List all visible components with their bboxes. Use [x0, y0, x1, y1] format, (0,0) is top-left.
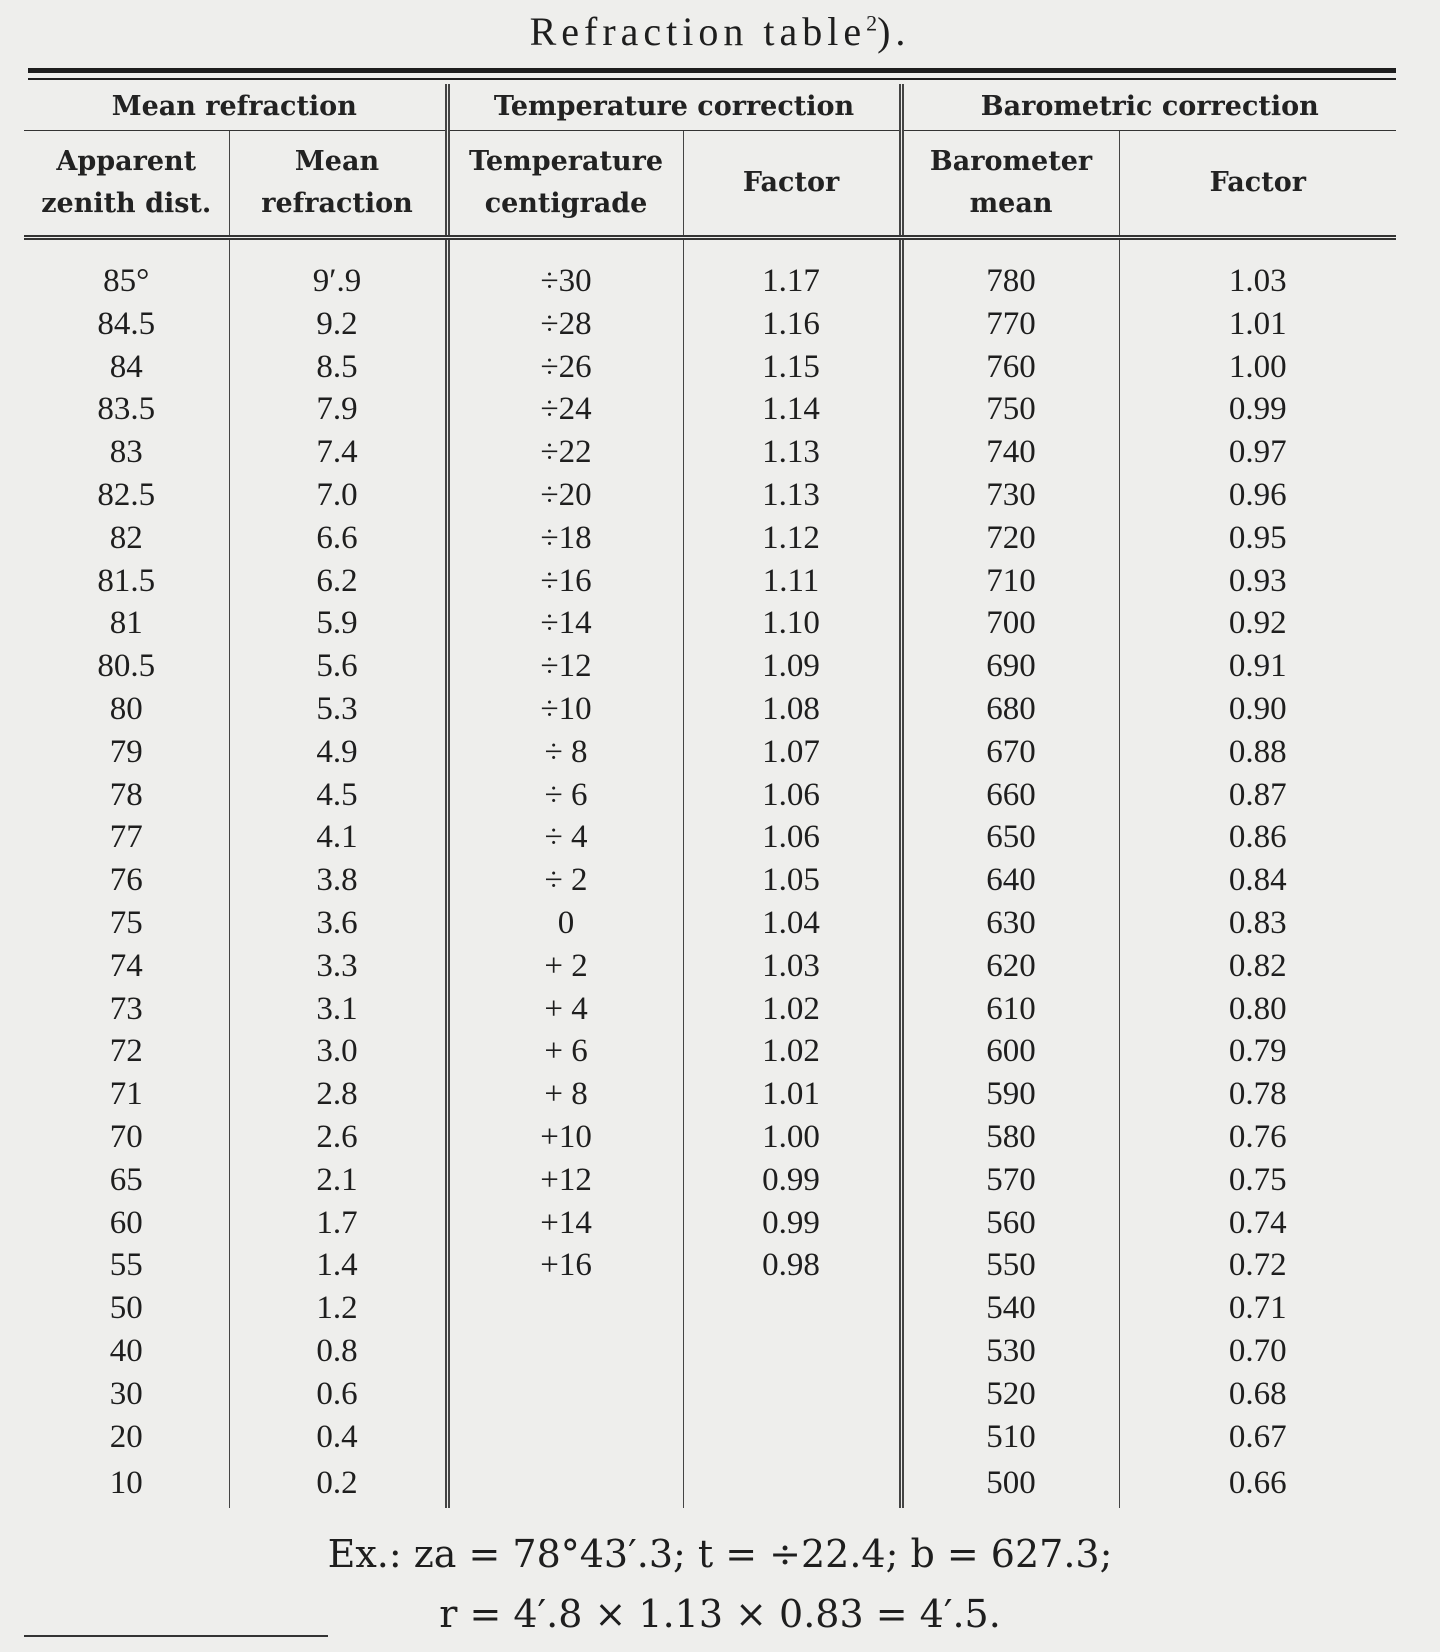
barometer-cell: 660	[901, 774, 1119, 817]
baro-factor-cell: 1.00	[1119, 346, 1396, 389]
column-header-mean-refraction	[229, 131, 447, 238]
page-title	[0, 8, 1440, 55]
barometer-cell: 690	[901, 645, 1119, 688]
zenith-cell: 82	[109, 519, 143, 556]
mean-refraction-cell: 9′.9	[229, 260, 447, 303]
mean-refraction-cell: 5.9	[229, 602, 447, 645]
barometer-cell: 510	[901, 1416, 1119, 1459]
temp-factor-cell: 1.07	[683, 731, 901, 774]
temp-factor-cell: 1.06	[683, 774, 901, 817]
temp-factor-cell: 1.13	[683, 474, 901, 517]
temperature-cell: +12	[447, 1159, 683, 1202]
temp-factor-cell: 1.11	[683, 560, 901, 603]
mean-refraction-cell: 2.8	[229, 1073, 447, 1116]
temperature-cell: ÷12	[447, 645, 683, 688]
barometer-cell: 540	[901, 1287, 1119, 1330]
column-header-baro-factor: Factor	[1119, 131, 1396, 238]
zenith-cell: 80	[109, 690, 143, 727]
mean-refraction-cell: 4.5	[229, 774, 447, 817]
temp-factor-cell: 1.12	[683, 517, 901, 560]
spacer-row	[24, 238, 1396, 261]
column-header-temp-factor: Factor	[683, 131, 901, 238]
barometer-cell: 580	[901, 1116, 1119, 1159]
baro-factor-cell: 0.95	[1119, 517, 1396, 560]
temperature-cell: + 2	[447, 945, 683, 988]
table-row	[24, 560, 1396, 603]
zenith-cell: 73	[109, 990, 143, 1027]
column-header-zenith-line2: zenith dist.	[41, 188, 212, 219]
zenith-cell: 10	[109, 1464, 143, 1501]
baro-factor-cell: 0.74	[1119, 1202, 1396, 1245]
temp-factor-cell: 0.98	[683, 1244, 901, 1287]
temperature-cell: 0	[447, 902, 683, 945]
example-line-2: r = 4′.8 × 1.13 × 0.83 = 4′.5.	[439, 1592, 1001, 1636]
mean-refraction-cell: 3.6	[229, 902, 447, 945]
table-row	[24, 1030, 1396, 1073]
column-header-mean-line1: Mean	[294, 146, 380, 177]
refraction-table	[24, 84, 1396, 1508]
column-header-temp-line1: Temperature	[469, 146, 664, 177]
mean-refraction-cell: 2.1	[229, 1159, 447, 1202]
temp-factor-cell	[683, 1458, 901, 1508]
barometer-cell: 680	[901, 688, 1119, 731]
baro-factor-cell: 0.82	[1119, 945, 1396, 988]
temp-factor-cell	[683, 1373, 901, 1416]
table-row	[24, 1159, 1396, 1202]
temp-factor-cell: 1.15	[683, 346, 901, 389]
zenith-cell: 60	[109, 1204, 143, 1241]
barometer-cell: 570	[901, 1159, 1119, 1202]
baro-factor-cell: 0.79	[1119, 1030, 1396, 1073]
barometer-cell: 520	[901, 1373, 1119, 1416]
temp-factor-cell: 1.05	[683, 859, 901, 902]
barometer-cell: 730	[901, 474, 1119, 517]
temperature-cell: ÷26	[447, 346, 683, 389]
barometer-cell: 770	[901, 303, 1119, 346]
temperature-cell: + 4	[447, 988, 683, 1031]
table-row	[24, 816, 1396, 859]
table-row	[24, 645, 1396, 688]
temperature-cell: ÷ 8	[447, 731, 683, 774]
table-row	[24, 303, 1396, 346]
mean-refraction-cell: 7.0	[229, 474, 447, 517]
zenith-cell: 76	[109, 862, 143, 899]
zenith-cell: 30	[109, 1375, 143, 1412]
group-header-barometric: Barometric correction	[901, 84, 1396, 131]
baro-factor-cell: 0.75	[1119, 1159, 1396, 1202]
temperature-cell	[447, 1330, 683, 1373]
mean-refraction-cell: 1.2	[229, 1287, 447, 1330]
zenith-cell: 72	[109, 1033, 143, 1070]
zenith-cell: 81	[109, 605, 143, 642]
barometer-cell: 650	[901, 816, 1119, 859]
mean-refraction-cell: 2.6	[229, 1116, 447, 1159]
temp-factor-cell: 1.08	[683, 688, 901, 731]
zenith-cell: 55	[109, 1247, 143, 1284]
table-row	[24, 988, 1396, 1031]
temperature-cell: + 8	[447, 1073, 683, 1116]
zenith-cell: 82.5	[97, 476, 156, 513]
barometer-cell: 560	[901, 1202, 1119, 1245]
temp-factor-cell: 0.99	[683, 1202, 901, 1245]
table-row	[24, 1330, 1396, 1373]
temperature-cell: +16	[447, 1244, 683, 1287]
temp-factor-cell: 1.03	[683, 945, 901, 988]
baro-factor-cell: 0.67	[1119, 1416, 1396, 1459]
group-header-mean: Mean refraction	[24, 84, 447, 131]
column-header-temperature	[447, 131, 683, 238]
mean-refraction-cell: 6.2	[229, 560, 447, 603]
mean-refraction-cell: 3.8	[229, 859, 447, 902]
table-row	[24, 945, 1396, 988]
temp-factor-cell: 1.02	[683, 988, 901, 1031]
zenith-cell: 65	[109, 1161, 143, 1198]
zenith-cell: 71	[109, 1076, 143, 1113]
barometer-cell: 500	[901, 1458, 1119, 1508]
mean-refraction-cell: 0.8	[229, 1330, 447, 1373]
temperature-cell: ÷18	[447, 517, 683, 560]
zenith-cell: 50	[109, 1290, 143, 1327]
table-row	[24, 859, 1396, 902]
baro-factor-cell: 0.97	[1119, 431, 1396, 474]
zenith-cell: 70	[109, 1118, 143, 1155]
baro-factor-cell: 1.01	[1119, 303, 1396, 346]
table-row	[24, 346, 1396, 389]
temperature-cell	[447, 1416, 683, 1459]
zenith-cell: 74	[109, 947, 143, 984]
table-row	[24, 1202, 1396, 1245]
temperature-cell	[447, 1458, 683, 1508]
zenith-cell: 83	[109, 434, 143, 471]
title-footnote-mark: 2	[866, 10, 878, 36]
zenith-cell: 83.5	[97, 391, 156, 428]
baro-factor-cell: 0.96	[1119, 474, 1396, 517]
temperature-cell: +14	[447, 1202, 683, 1245]
title-closing: ).	[877, 9, 911, 54]
barometer-cell: 750	[901, 388, 1119, 431]
mean-refraction-cell: 4.9	[229, 731, 447, 774]
mean-refraction-cell: 5.6	[229, 645, 447, 688]
temp-factor-cell: 1.10	[683, 602, 901, 645]
temperature-cell: ÷ 6	[447, 774, 683, 817]
zenith-cell: 80.5	[97, 648, 156, 685]
temp-factor-cell: 1.16	[683, 303, 901, 346]
mean-refraction-cell: 5.3	[229, 688, 447, 731]
zenith-cell: 77	[109, 819, 143, 856]
zenith-cell: 40	[109, 1332, 143, 1369]
temperature-cell: ÷10	[447, 688, 683, 731]
barometer-cell: 550	[901, 1244, 1119, 1287]
column-header-zenith	[24, 131, 229, 238]
table-body	[24, 238, 1396, 1509]
table-row	[24, 1244, 1396, 1287]
temp-factor-cell: 0.99	[683, 1159, 901, 1202]
table-row	[24, 260, 1396, 303]
temp-factor-cell: 1.06	[683, 816, 901, 859]
baro-factor-cell: 0.93	[1119, 560, 1396, 603]
barometer-cell: 670	[901, 731, 1119, 774]
column-header-temp-line2: centigrade	[484, 188, 648, 219]
baro-factor-cell: 0.66	[1119, 1458, 1396, 1508]
temperature-cell: ÷16	[447, 560, 683, 603]
baro-factor-cell: 0.88	[1119, 731, 1396, 774]
temperature-cell: +10	[447, 1116, 683, 1159]
mean-refraction-cell: 4.1	[229, 816, 447, 859]
temperature-cell: + 6	[447, 1030, 683, 1073]
zenith-cell: 81.5	[97, 562, 156, 599]
top-rule	[28, 68, 1396, 73]
mean-refraction-cell: 3.0	[229, 1030, 447, 1073]
temp-factor-cell	[683, 1416, 901, 1459]
barometer-cell: 740	[901, 431, 1119, 474]
table-row	[24, 388, 1396, 431]
table-row	[24, 1458, 1396, 1508]
mean-refraction-cell: 0.4	[229, 1416, 447, 1459]
barometer-cell: 630	[901, 902, 1119, 945]
zenith-cell: 20	[109, 1418, 143, 1455]
baro-factor-cell: 0.86	[1119, 816, 1396, 859]
zenith-cell: 84	[109, 348, 143, 385]
table-row	[24, 517, 1396, 560]
mean-refraction-cell: 0.2	[229, 1458, 447, 1508]
mean-refraction-cell: 9.2	[229, 303, 447, 346]
temp-factor-cell: 1.02	[683, 1030, 901, 1073]
baro-factor-cell: 0.83	[1119, 902, 1396, 945]
mean-refraction-cell: 0.6	[229, 1373, 447, 1416]
mean-refraction-cell: 1.4	[229, 1244, 447, 1287]
table-row	[24, 1373, 1396, 1416]
temperature-cell	[447, 1373, 683, 1416]
temp-factor-cell: 1.17	[683, 260, 901, 303]
mean-refraction-cell: 7.4	[229, 431, 447, 474]
top-rule-thin	[28, 78, 1396, 80]
baro-factor-cell: 0.92	[1119, 602, 1396, 645]
baro-factor-cell: 0.70	[1119, 1330, 1396, 1373]
mean-refraction-cell: 6.6	[229, 517, 447, 560]
table-row	[24, 1416, 1396, 1459]
baro-factor-cell: 0.68	[1119, 1373, 1396, 1416]
column-header-baro-line1: Barometer	[929, 146, 1093, 177]
zenith-cell: 78	[109, 776, 143, 813]
zenith-cell: 75	[109, 904, 143, 941]
temperature-cell: ÷ 4	[447, 816, 683, 859]
table-row	[24, 1116, 1396, 1159]
table-row	[24, 602, 1396, 645]
table-row	[24, 1287, 1396, 1330]
barometer-cell: 710	[901, 560, 1119, 603]
temp-factor-cell: 1.00	[683, 1116, 901, 1159]
zenith-cell: 84.5	[97, 305, 156, 342]
mean-refraction-cell: 3.3	[229, 945, 447, 988]
barometer-cell: 640	[901, 859, 1119, 902]
baro-factor-cell: 0.71	[1119, 1287, 1396, 1330]
temp-factor-cell	[683, 1287, 901, 1330]
column-header-barometer	[901, 131, 1119, 238]
barometer-cell: 610	[901, 988, 1119, 1031]
table-row	[24, 474, 1396, 517]
column-header-mean-line2: refraction	[261, 188, 413, 219]
temp-factor-cell	[683, 1330, 901, 1373]
baro-factor-cell: 0.90	[1119, 688, 1396, 731]
temperature-cell: ÷14	[447, 602, 683, 645]
baro-factor-cell: 0.87	[1119, 774, 1396, 817]
column-header-baro-line2: mean	[969, 188, 1053, 219]
column-header-zenith-line1: Apparent	[56, 146, 197, 177]
table-row	[24, 688, 1396, 731]
table-row	[24, 431, 1396, 474]
barometer-cell: 720	[901, 517, 1119, 560]
temperature-cell: ÷28	[447, 303, 683, 346]
zenith-cell: 79	[109, 733, 143, 770]
baro-factor-cell: 0.76	[1119, 1116, 1396, 1159]
table-row	[24, 774, 1396, 817]
barometer-cell: 600	[901, 1030, 1119, 1073]
barometer-cell: 780	[901, 260, 1119, 303]
mean-refraction-cell: 1.7	[229, 1202, 447, 1245]
group-header-temperature: Temperature correction	[447, 84, 901, 131]
mean-refraction-cell: 7.9	[229, 388, 447, 431]
barometer-cell: 700	[901, 602, 1119, 645]
temp-factor-cell: 1.09	[683, 645, 901, 688]
baro-factor-cell: 1.03	[1119, 260, 1396, 303]
temp-factor-cell: 1.13	[683, 431, 901, 474]
temperature-cell: ÷ 2	[447, 859, 683, 902]
baro-factor-cell: 0.72	[1119, 1244, 1396, 1287]
example-line-1: Ex.: za = 78°43′.3; t = ÷22.4; b = 627.3;	[327, 1532, 1113, 1576]
title-text: Refraction table	[529, 9, 867, 54]
barometer-cell: 530	[901, 1330, 1119, 1373]
barometer-cell: 590	[901, 1073, 1119, 1116]
baro-factor-cell: 0.99	[1119, 388, 1396, 431]
temperature-cell	[447, 1287, 683, 1330]
temp-factor-cell: 1.01	[683, 1073, 901, 1116]
barometer-cell: 620	[901, 945, 1119, 988]
mean-refraction-cell: 8.5	[229, 346, 447, 389]
temperature-cell: ÷22	[447, 431, 683, 474]
temp-factor-cell: 1.14	[683, 388, 901, 431]
baro-factor-cell: 0.84	[1119, 859, 1396, 902]
footnote-rule	[24, 1635, 328, 1637]
table-row	[24, 731, 1396, 774]
mean-refraction-cell: 3.1	[229, 988, 447, 1031]
table-row	[24, 902, 1396, 945]
zenith-cell: 85°	[103, 263, 150, 299]
baro-factor-cell: 0.80	[1119, 988, 1396, 1031]
table-row	[24, 1073, 1396, 1116]
baro-factor-cell: 0.78	[1119, 1073, 1396, 1116]
temperature-cell: ÷20	[447, 474, 683, 517]
temperature-cell: ÷24	[447, 388, 683, 431]
barometer-cell: 760	[901, 346, 1119, 389]
baro-factor-cell: 0.91	[1119, 645, 1396, 688]
temp-factor-cell: 1.04	[683, 902, 901, 945]
temperature-cell: ÷30	[447, 260, 683, 303]
